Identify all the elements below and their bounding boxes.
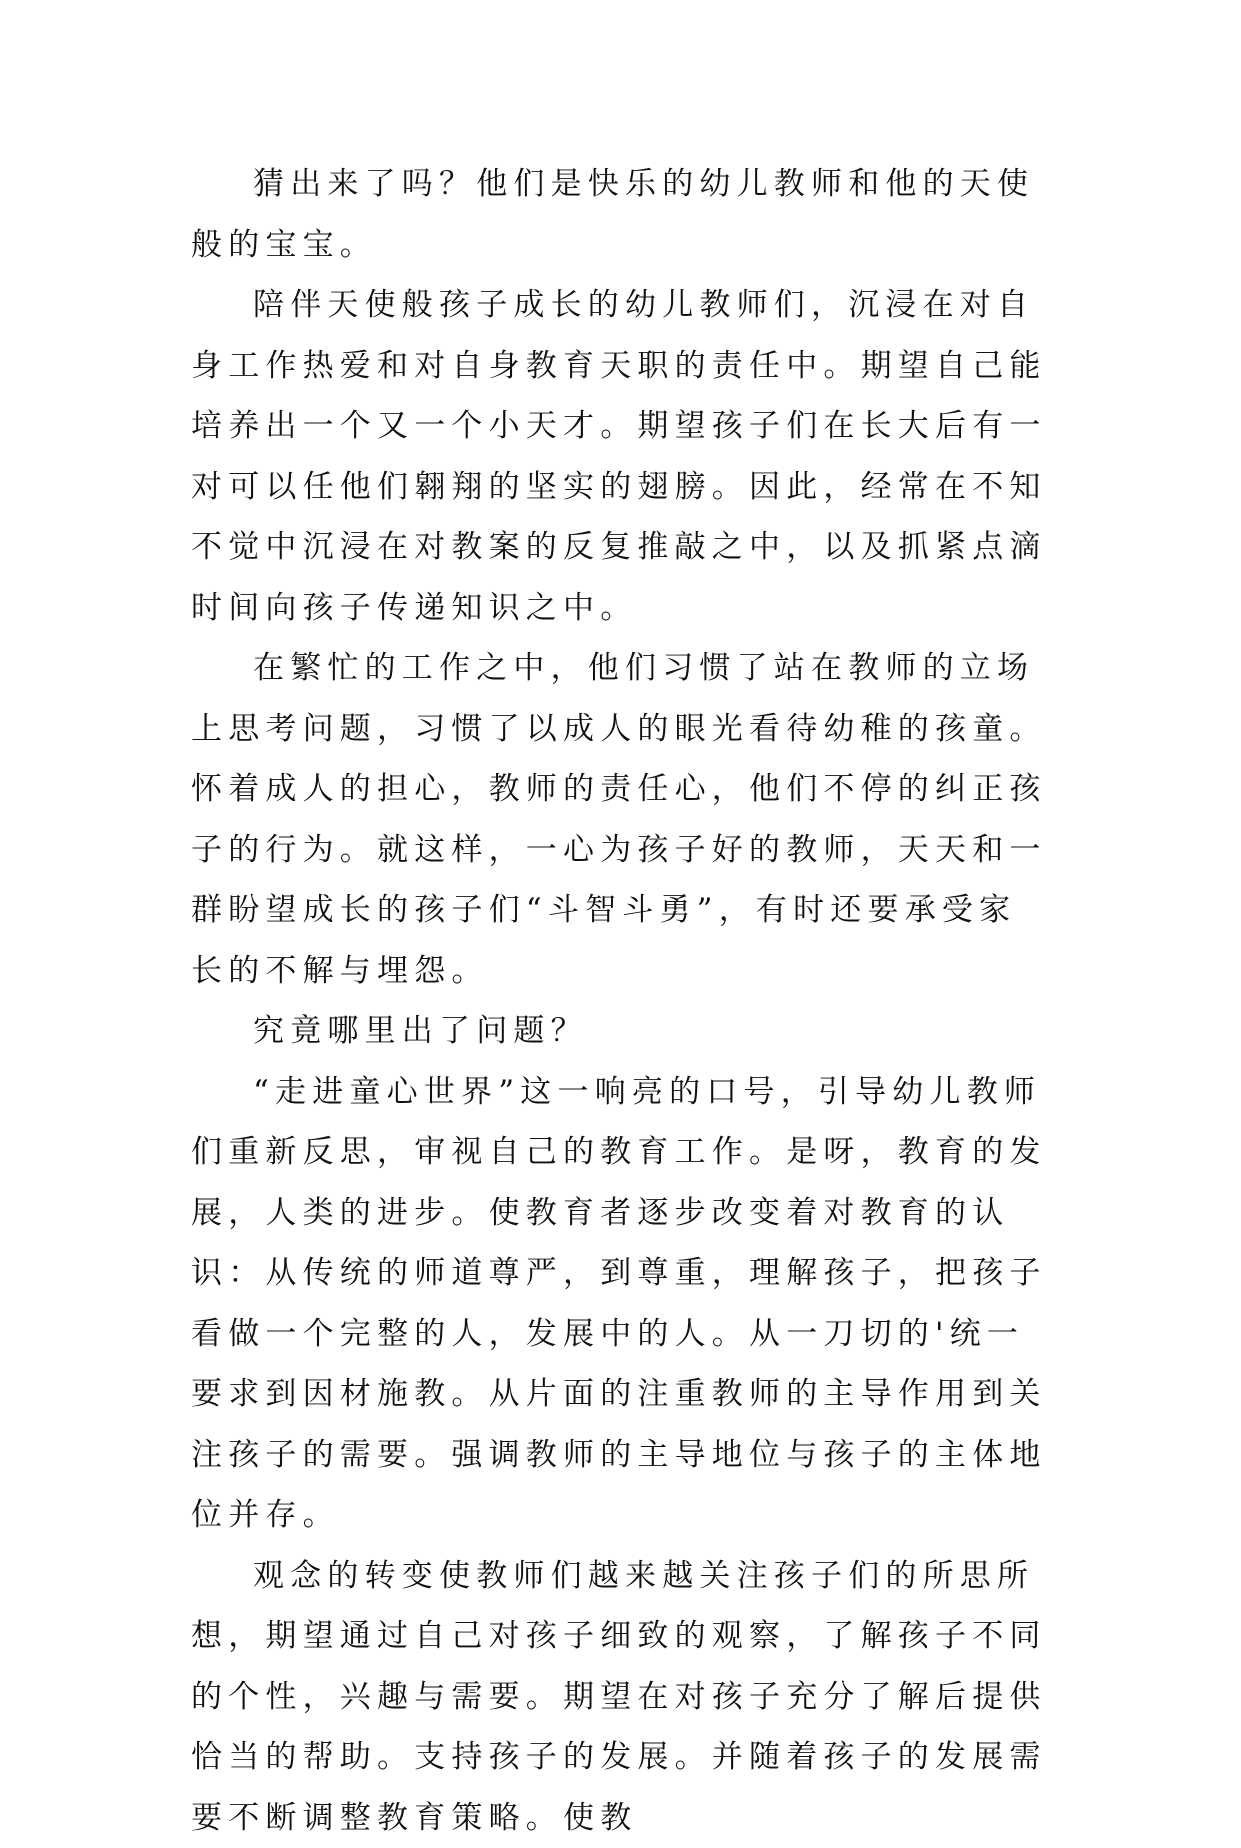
paragraph: 观念的转变使教师们越来越关注孩子们的所思所想，期望通过自己对孩子细致的观察，了解孩子不同的个性，兴趣与需要。期望在对孩子充分了解后提供恰当的帮助。支持孩子的发展。并随着孩子的发展需要不断调整教育策略。使教 xyxy=(191,1546,1051,1848)
paragraph: 究竟哪里出了问题？ xyxy=(191,1001,1051,1062)
paragraph: 陪伴天使般孩子成长的幼儿教师们，沉浸在对自身工作热爱和对自身教育天职的责任中。期望自己能培养出一个又一个小天才。期望孩子们在长大后有一对可以任他们翱翔的坚实的翅膀。因此，经常在不知不觉中沉浸在对教案的反复推敲之中，以及抓紧点滴时间向孩子传递知识之中。 xyxy=(191,275,1051,638)
paragraph: 猜出来了吗？他们是快乐的幼儿教师和他的天使般的宝宝。 xyxy=(191,154,1051,275)
paragraph: 在繁忙的工作之中，他们习惯了站在教师的立场上思考问题，习惯了以成人的眼光看待幼稚的孩童。怀着成人的担心，教师的责任心，他们不停的纠正孩子的行为。就这样，一心为孩子好的教师，天天和一群盼望成长的孩子们“斗智斗勇”，有时还要承受家长的不解与埋怨。 xyxy=(191,638,1051,1001)
document-body xyxy=(191,154,1051,1848)
paragraph: “走进童心世界”这一响亮的口号，引导幼儿教师们重新反思，审视自己的教育工作。是呀，教育的发展，人类的进步。使教育者逐步改变着对教育的认识：从传统的师道尊严，到尊重，理解孩子，把孩子看做一个完整的人，发展中的人。从一刀切的'统一要求到因材施教。从片面的注重教师的主导作用到关注孩子的需要。强调教师的主导地位与孩子的主体地位并存。 xyxy=(191,1062,1051,1546)
